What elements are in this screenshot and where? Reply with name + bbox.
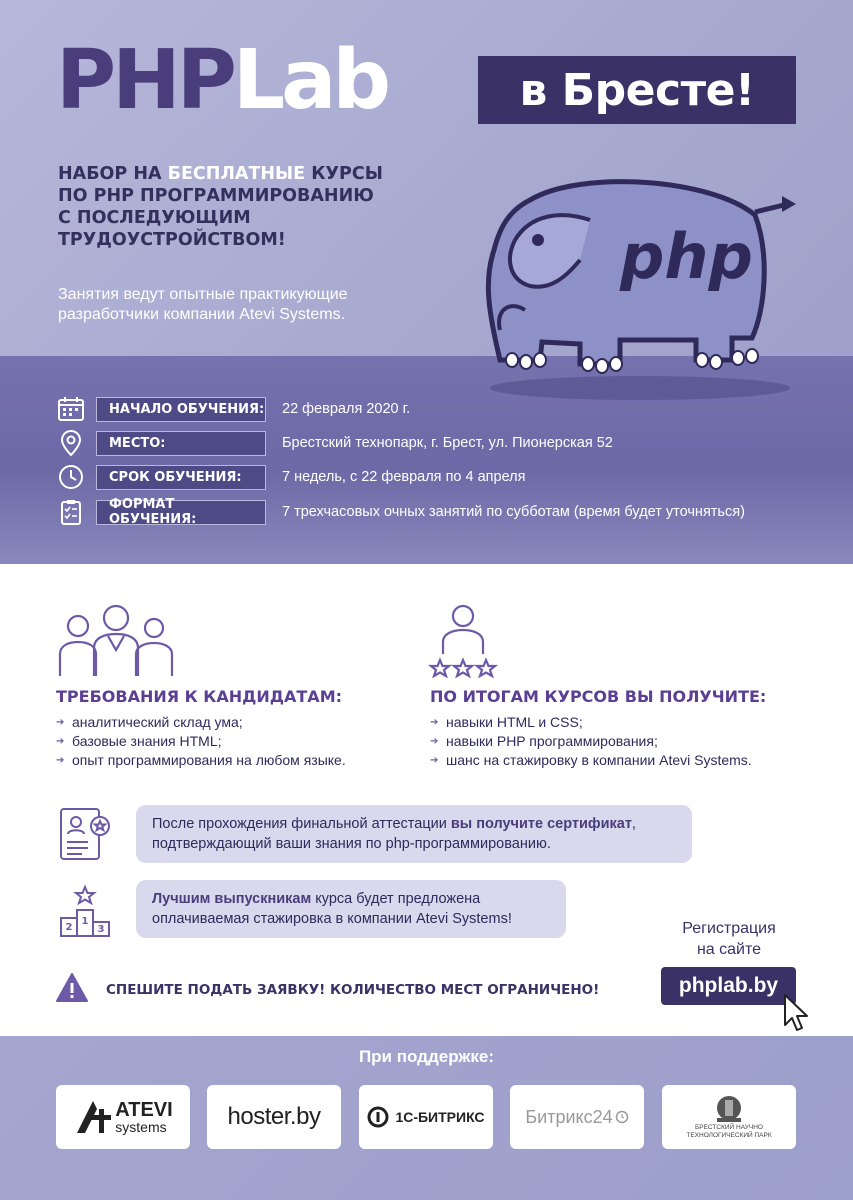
- info-row-place: [56, 428, 613, 458]
- requirements-title: ТРЕБОВАНИЯ К КАНДИДАТАМ:: [56, 687, 343, 706]
- technopark-emblem-icon: [713, 1094, 745, 1124]
- bitrix24-clock-icon: [615, 1110, 629, 1124]
- atevi-mark-icon: [73, 1097, 113, 1137]
- person-rating-icon: [428, 602, 498, 678]
- location-pin-icon: [56, 428, 86, 458]
- phplab-logo: PHPLab: [56, 33, 388, 128]
- info-value: Брестский технопарк, г. Брест, ул. Пионерская 52: [282, 435, 613, 451]
- info-value: 7 недель, с 22 февраля по 4 апреля: [282, 469, 526, 485]
- bitrix-1c-logo[interactable]: 1С-БИТРИКС: [359, 1085, 493, 1149]
- podium-third: 3: [97, 924, 105, 935]
- info-value: 7 трехчасовых очных занятий по субботам (время будет уточняться): [282, 504, 745, 520]
- podium-second: 2: [65, 922, 73, 933]
- team-icon: [56, 602, 174, 678]
- bitrix24-logo[interactable]: Битрикс24: [510, 1085, 644, 1149]
- info-label: СРОК ОБУЧЕНИЯ:: [96, 465, 266, 490]
- list-item: ➔ навыки HTML и CSS;: [430, 713, 752, 732]
- outcomes-list: [430, 713, 752, 770]
- info-value: 22 февраля 2020 г.: [282, 401, 411, 417]
- city-badge: в Бресте!: [478, 56, 796, 124]
- info-row-duration: [56, 462, 525, 492]
- info-label: ФОРМАТ ОБУЧЕНИЯ:: [96, 500, 266, 525]
- list-item: ➔ навыки PHP программирования;: [430, 732, 752, 751]
- elephant-php-text: php: [620, 220, 753, 293]
- cursor-icon: [782, 992, 812, 1034]
- headline: НАБОР НА БЕСПЛАТНЫЕ КУРСЫ ПО PHP ПРОГРАММИРОВАНИЮ С ПОСЛЕДУЮЩИМ ТРУДОУСТРОЙСТВОМ!: [58, 164, 383, 250]
- info-row-format: [56, 497, 745, 527]
- bitrix-1c-mark-icon: [367, 1106, 389, 1128]
- certificate-note: После прохождения финальной аттестации вы получите сертификат, подтверждающий ваши знания по php-программированию.: [136, 805, 692, 863]
- atevi-logo[interactable]: ATEVI systems: [56, 1085, 190, 1149]
- warning-icon: [56, 972, 88, 1004]
- certificate-icon: [58, 806, 112, 862]
- requirements-list: [56, 713, 346, 770]
- info-label: НАЧАЛО ОБУЧЕНИЯ:: [96, 397, 266, 422]
- hoster-logo[interactable]: hoster.by: [207, 1085, 341, 1149]
- internship-note: Лучшим выпускникам курса будет предложена оплачиваемая стажировка в компании Atevi Systems!: [136, 880, 566, 938]
- calendar-icon: [56, 394, 86, 424]
- support-title: При поддержке:: [358, 1047, 495, 1066]
- registration-text: Регистрация на сайте: [682, 920, 776, 958]
- php-elephant-icon: [470, 160, 810, 400]
- podium-first: 1: [81, 916, 89, 927]
- outcomes-title: ПО ИТОГАМ КУРСОВ ВЫ ПОЛУЧИТЕ:: [430, 687, 767, 706]
- list-item: ➔ шанс на стажировку в компании Atevi Systems.: [430, 751, 752, 770]
- clock-icon: [56, 462, 86, 492]
- intro-text: Занятия ведут опытные практикующие разработчики компании Atevi Systems.: [58, 286, 348, 323]
- checklist-icon: [56, 497, 86, 527]
- info-row-start: [56, 394, 410, 424]
- list-item: ➔ базовые знания HTML;: [56, 732, 346, 751]
- technopark-logo[interactable]: БРЕСТСКИЙ НАУЧНО ТЕХНОЛОГИЧЕСКИЙ ПАРК: [662, 1085, 796, 1149]
- info-label: МЕСТО:: [96, 431, 266, 456]
- list-item: ➔ опыт программирования на любом языке.: [56, 751, 346, 770]
- podium-icon: [58, 884, 112, 940]
- list-item: ➔ аналитический склад ума;: [56, 713, 346, 732]
- call-to-action-text: СПЕШИТЕ ПОДАТЬ ЗАЯВКУ! КОЛИЧЕСТВО МЕСТ ОГРАНИЧЕНО!: [106, 982, 600, 998]
- site-link-button[interactable]: phplab.by: [661, 967, 796, 1005]
